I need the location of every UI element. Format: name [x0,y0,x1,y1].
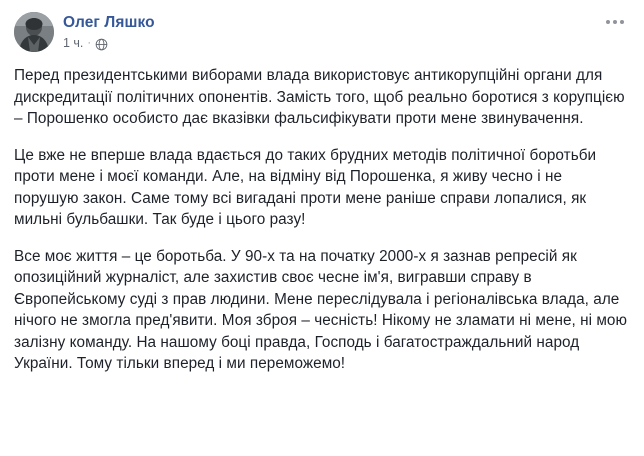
post-paragraph: Все моє життя – це боротьба. У 90-х та на початку 2000-х я зазнав репресій як опозиційний журналіст, але захистив своє чесне ім'я, вигравши справу в Європейському суді з прав людини. Мене переслідувала і регіоналівська влада, але нічого не змогла пред'явити. Моя зброя – чесність! Нікому не зламати ні мене, ні мою залізну команду. На нашому боці правда, Господь і багатостраждальний народ України. Тому тільки вперед і ми переможемо! [14,247,628,372]
post-paragraph: Перед президентськими виборами влада використовує антикорупційні органи для дискредитації політичних опонентів. Замість того, щоб реально боротися з корупцією – Порошенко особисто дає вказівки фальсифікувати проти мене звинувачення. [14,67,625,127]
post-body [14,65,630,375]
globe-icon[interactable] [95,38,108,51]
more-options-icon[interactable] [602,16,628,28]
avatar[interactable] [14,12,54,52]
header-text [63,12,155,50]
dot-2 [613,20,617,24]
dot-1 [606,20,610,24]
post-timestamp[interactable]: 1 ч. [63,36,84,50]
post-header [14,12,630,52]
post-paragraph: Це вже не вперше влада вдається до таких брудних методів політичної боротьби проти мене і моєї команди. Але, на відміну від Порошенка, я живу чесно і не порушую закон. Саме тому всі вигадані проти мене раніше справи лопалися, як мильні бульбашки. Так буде і цього разу! [14,146,597,228]
dot-3 [620,20,624,24]
post-author-name[interactable]: Олег Ляшко [63,14,155,31]
post-meta [63,36,155,50]
meta-separator: · [87,37,92,49]
